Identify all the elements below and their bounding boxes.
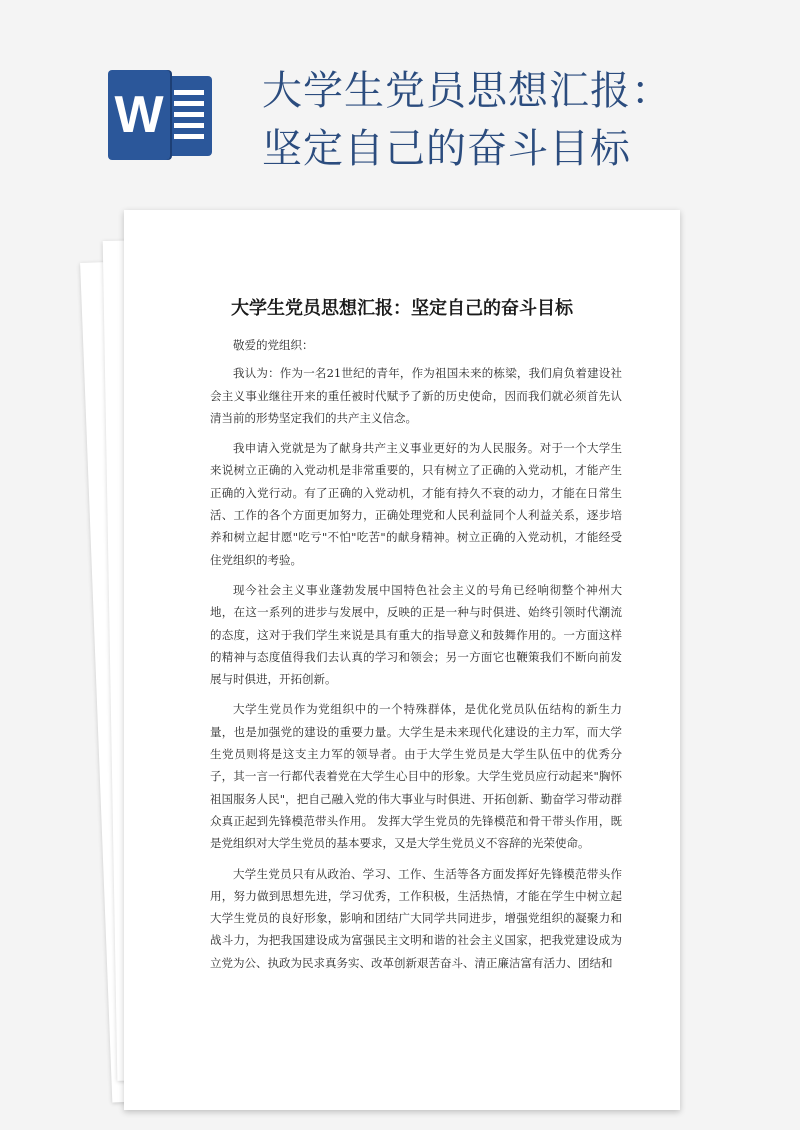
- salutation: 敬爱的党组织：: [233, 338, 314, 352]
- paragraph: 大学生党员作为党组织中的一个特殊群体，是优化党员队伍结构的新生力量，也是加强党的建设的重要力量。大学生是未来现代化建设的主力军，而大学生党员则将是这支主力军的领导者。由于大学生党员是大学生队伍中的优秀分子，其一言一行都代表着党在大学生心目中的形象。大学生党员应行动起来"胸怀祖国服务人民"，把自己融入党的伟大事业与时俱进、开拓创新、勤奋学习带动群众真正起到先锋模范带头作用。 发挥大学生党员的先锋模范和骨干带头作用，既是党组织对大学生党员的基本要求，又是大学生党员义不容辞的光荣使命。: [210, 702, 622, 851]
- word-logo: [108, 70, 214, 160]
- cover-title: [262, 62, 782, 178]
- paragraph: 我认为：作为一名21世纪的青年，作为祖国未来的栋梁，我们肩负着建设社会主义事业继往开来的重任被时代赋予了新的历史使命，因而我们就必须首先认清当前的形势坚定我们的共产主义信念。: [210, 366, 622, 425]
- document-body: [210, 334, 622, 982]
- document-page: [124, 210, 680, 1110]
- cover-title-line2: 坚定自己的奋斗目标: [262, 126, 631, 172]
- paragraph: 大学生党员只有从政治、学习、工作、生活等各方面发挥好先锋模范带头作用，努力做到思想先进，学习优秀，工作积极，生活热情，才能在学生中树立起大学生党员的良好形象，影响和团结广大同学共同进步，增强党组织的凝聚力和战斗力，为把我国建设成为富强民主文明和谐的社会主义国家，把我党建设成为立党为公、执政为民求真务实、改革创新艰苦奋斗、清正廉洁富有活力、团结和: [210, 866, 622, 970]
- document-title: 大学生党员思想汇报：坚定自己的奋斗目标: [231, 298, 573, 319]
- word-letter-badge: W: [108, 70, 170, 160]
- paragraph: 我申请入党就是为了献身共产主义事业更好的为人民服务。对于一个大学生来说树立正确的入党动机是非常重要的，只有树立了正确的入党动机，才能产生正确的入党行动。有了正确的入党动机，才能有持久不衰的动力，才能在日常生活、工作的各个方面更加努力，正确处理党和人民利益同个人利益关系，逐步培养和树立起甘愿"吃亏"不怕"吃苦"的献身精神。树立正确的入党动机，才能经受住党组织的考验。: [210, 441, 622, 567]
- cover-title-line1: 大学生党员思想汇报：: [262, 68, 672, 114]
- paragraph: 现今社会主义事业蓬勃发展中国特色社会主义的号角已经响彻整个神州大地，在这一系列的进步与发展中，反映的正是一种与时俱进、始终引领时代潮流的态度，这对于我们学生来说是具有重大的指导意义和鼓舞作用的。一方面这样的精神与态度值得我们去认真的学习和领会；另一方面它也鞭策我们不断向前发展与时俱进，开拓创新。: [210, 582, 622, 687]
